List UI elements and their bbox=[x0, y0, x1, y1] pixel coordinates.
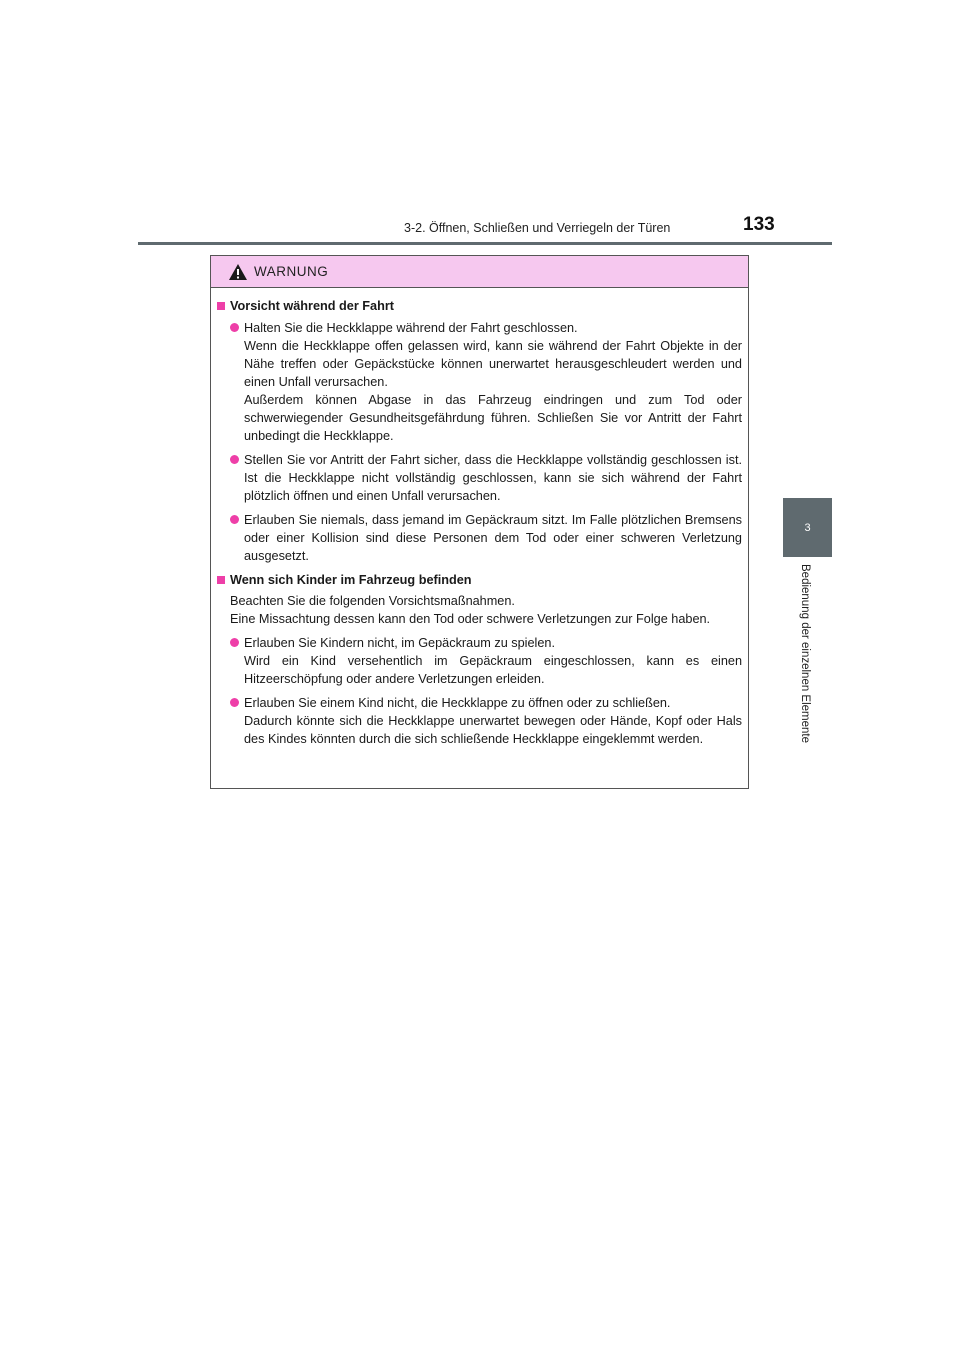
circle-bullet-icon bbox=[230, 323, 239, 332]
list-item: Erlauben Sie niemals, dass jemand im Gepäckraum sitzt. Im Falle plötzlichen Bremsens oder einer Kollision sind diese Personen dem Tod oder einer schweren Verletzung ausgesetzt. bbox=[230, 511, 742, 565]
page-number: 133 bbox=[743, 214, 775, 235]
circle-bullet-icon bbox=[230, 638, 239, 647]
circle-bullet-icon bbox=[230, 515, 239, 524]
list-item: Halten Sie die Heckklappe während der Fahrt geschlossen. Wenn die Heckklappe offen gelassen wird, kann sie während der Fahrt Objekte in der Nähe treffen oder Gepäckstücke können unerwartet herausgeschleudert werden und einen Unfall verursachen. Außerdem können Abgase in das Fahrzeug eindringen und zum Tod oder schwerwiegender Gesundheitsgefährdung führen. Schließen Sie vor Antritt der Fahrt unbedingt die Heckklappe. bbox=[230, 319, 742, 445]
chapter-tab bbox=[783, 498, 832, 557]
list-item: Erlauben Sie einem Kind nicht, die Heckklappe zu öffnen oder zu schließen. Dadurch könnte sich die Heckklappe unerwartet bewegen oder Hände, Kopf oder Hals des Kindes könnten durch die sich schließende Heckklappe eingeklemmt werden. bbox=[230, 694, 742, 748]
warning-header bbox=[211, 256, 748, 288]
circle-bullet-icon bbox=[230, 698, 239, 707]
circle-bullet-icon bbox=[230, 455, 239, 464]
square-bullet-icon bbox=[217, 302, 225, 310]
square-bullet-icon bbox=[217, 576, 225, 584]
list-item: Stellen Sie vor Antritt der Fahrt sicher, dass die Heckklappe vollständig geschlossen ist. Ist die Heckklappe nicht vollständig geschlossen, kann sie sich während der Fahrt plötzlich öffnen und einen Unfall verursachen. bbox=[230, 451, 742, 505]
section-title-driving: Vorsicht während der Fahrt bbox=[217, 297, 742, 315]
warning-box bbox=[210, 255, 749, 789]
chapter-number: 3 bbox=[804, 521, 811, 534]
list-item: Erlauben Sie Kindern nicht, im Gepäckraum zu spielen. Wird ein Kind versehentlich im Gepäckraum eingeschlossen, kann es einen Hitzeerschöpfung oder andere Verletzungen erleiden. bbox=[230, 634, 742, 688]
header-divider bbox=[138, 242, 832, 245]
warning-body bbox=[211, 288, 748, 748]
warning-triangle-icon bbox=[228, 263, 248, 281]
section-title-children: Wenn sich Kinder im Fahrzeug befinden bbox=[217, 571, 742, 589]
warning-title: WARNUNG bbox=[254, 264, 329, 279]
section-intro: Beachten Sie die folgenden Vorsichtsmaßnahmen. Eine Missachtung dessen kann den Tod oder schwere Verletzungen zur Folge haben. bbox=[230, 594, 711, 626]
chapter-side-label: Bedienung der einzelnen Elemente bbox=[799, 564, 811, 744]
section-header: 3-2. Öffnen, Schließen und Verriegeln der Türen bbox=[404, 221, 671, 235]
